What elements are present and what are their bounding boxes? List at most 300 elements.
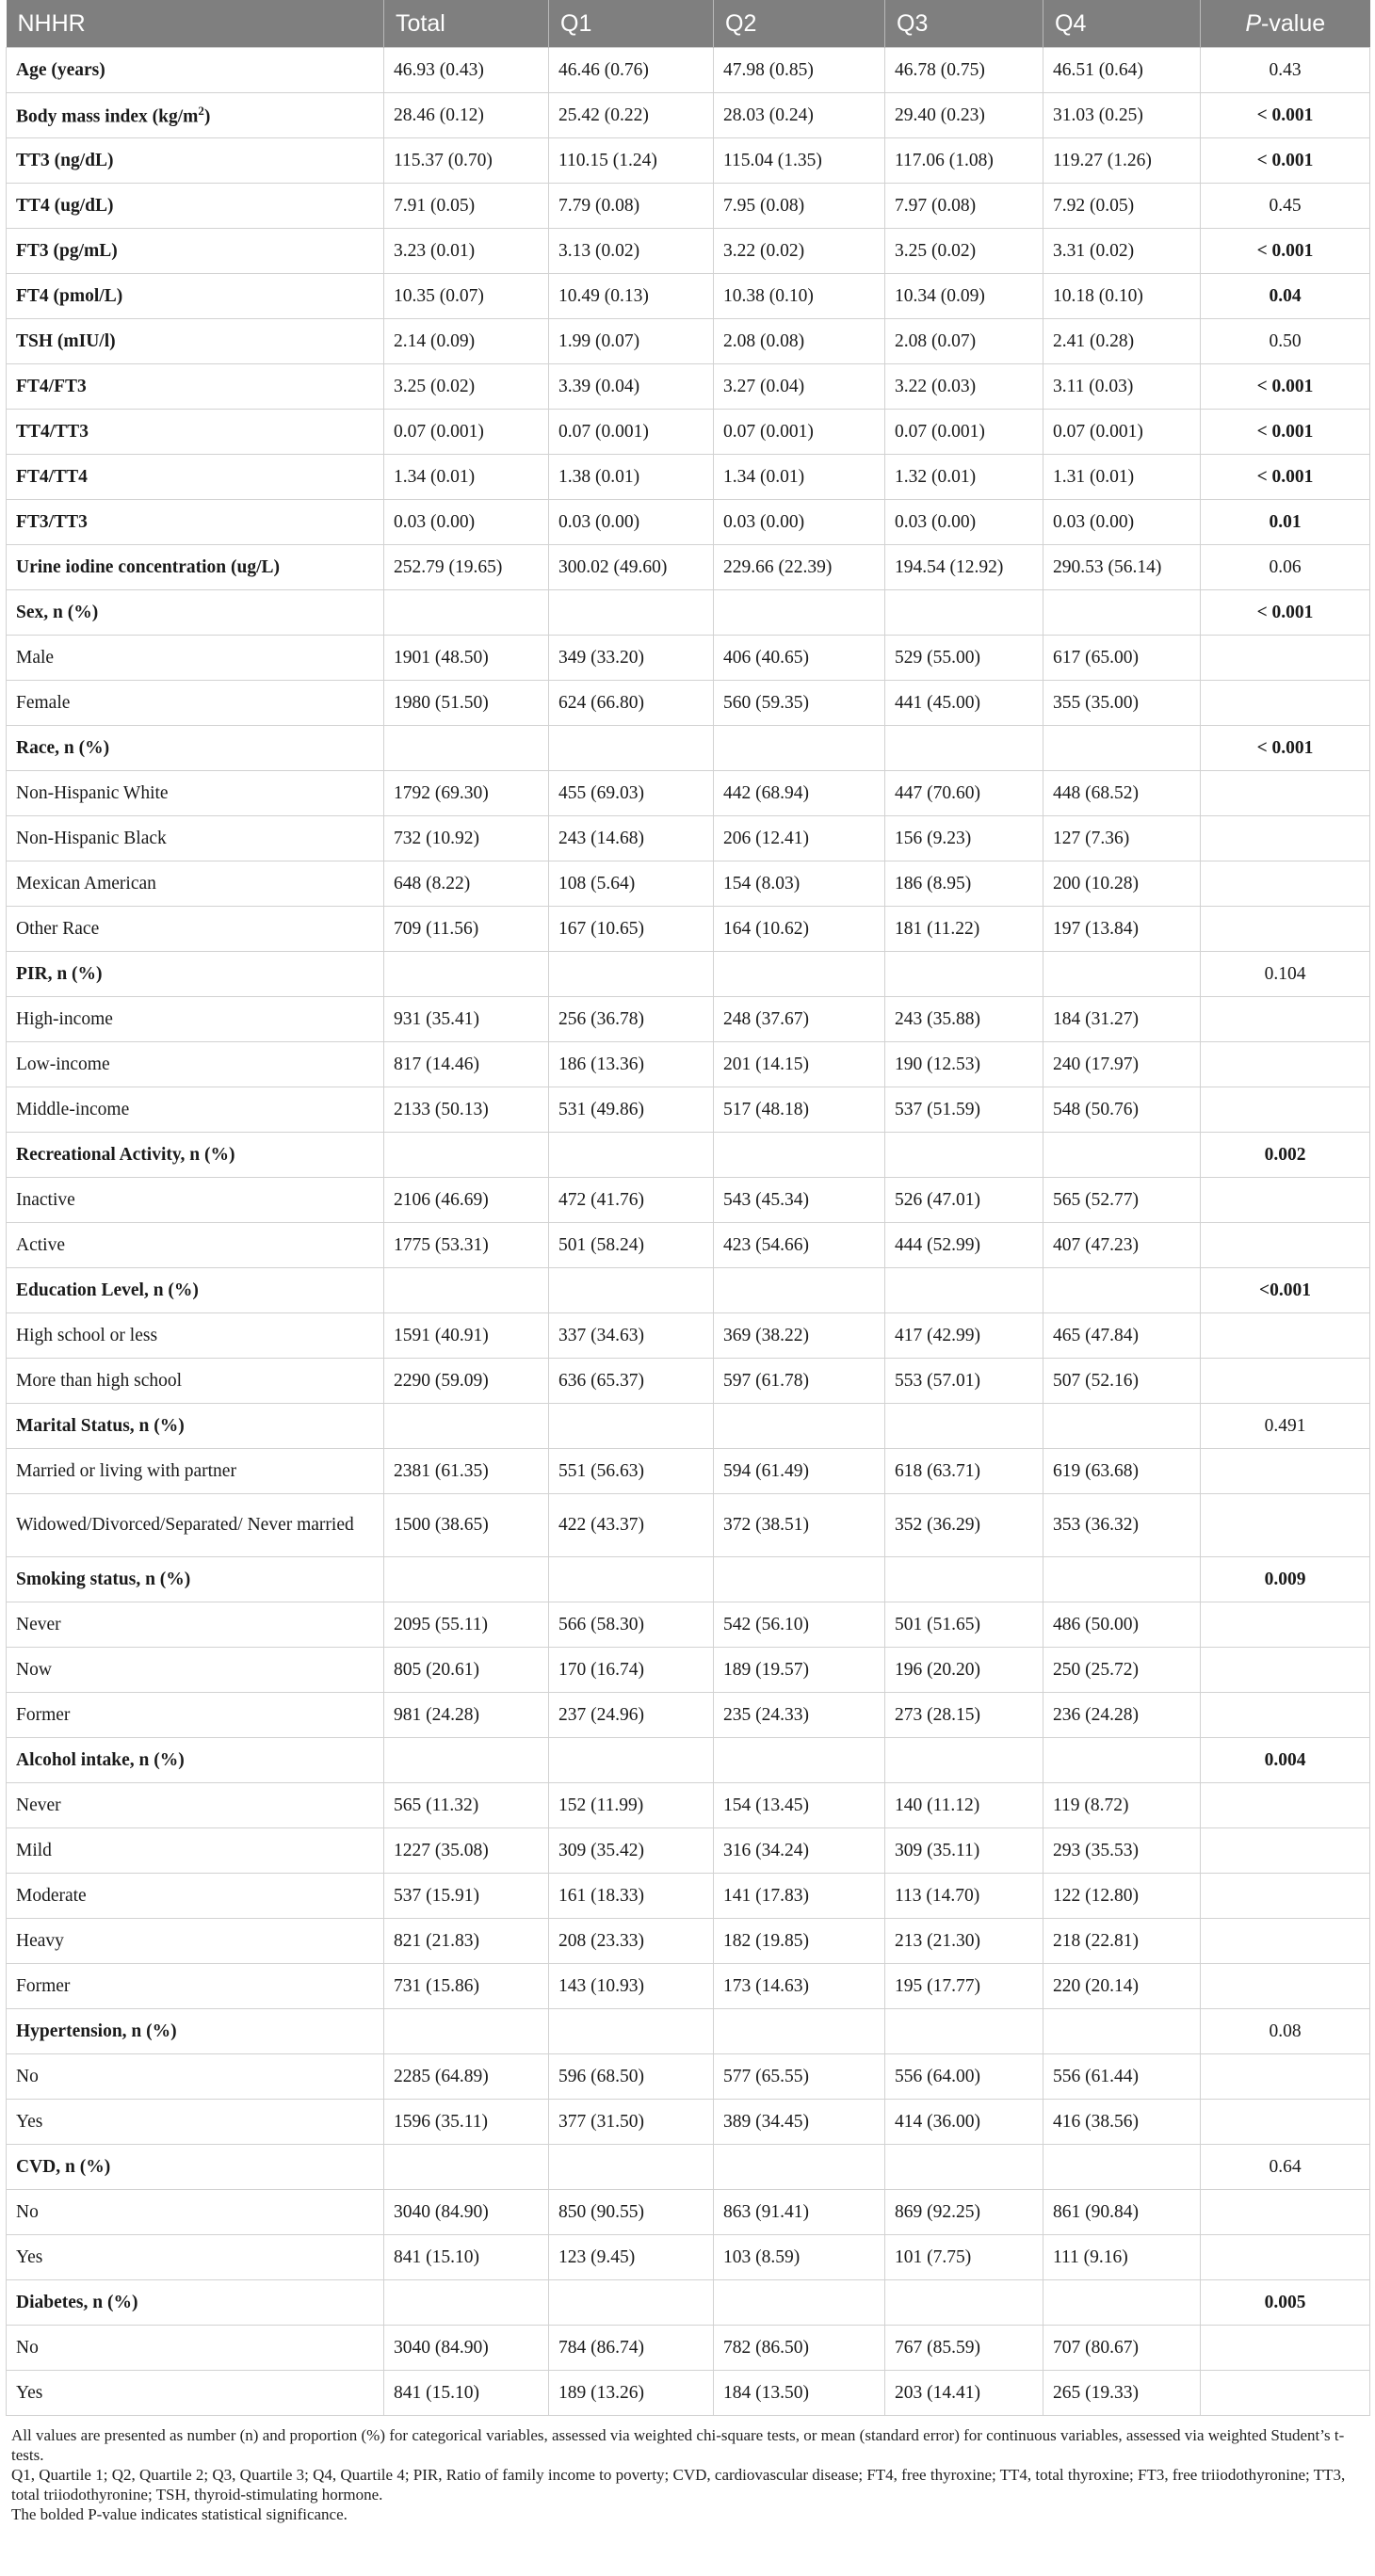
table-row: [7, 2190, 1370, 2235]
cell-p-value: [1201, 816, 1370, 861]
cell-q3: 0.07 (0.001): [885, 410, 1043, 455]
cell-q2: 229.66 (22.39): [714, 545, 885, 590]
cell-q2: 577 (65.55): [714, 2054, 885, 2100]
row-label: [7, 1602, 384, 1648]
cell-p-value: [1201, 1223, 1370, 1268]
cell-total: 3040 (84.90): [384, 2190, 549, 2235]
cell-q1: 0.07 (0.001): [549, 410, 714, 455]
row-label-text: Marital Status, n (%): [16, 1415, 185, 1436]
table-row: [7, 93, 1370, 138]
cell-q3: [885, 952, 1043, 997]
cell-q2: 543 (45.34): [714, 1178, 885, 1223]
cell-q1: 3.13 (0.02): [549, 229, 714, 274]
table-row: [7, 1223, 1370, 1268]
row-label-text: Never: [16, 1614, 61, 1634]
cell-q4: 3.31 (0.02): [1043, 229, 1201, 274]
cell-p-value: [1201, 2235, 1370, 2280]
cell-p-value: 0.009: [1201, 1557, 1370, 1602]
cell-p-value: < 0.001: [1201, 229, 1370, 274]
cell-q1: [549, 726, 714, 771]
cell-p-value: 0.50: [1201, 319, 1370, 364]
table-row: [7, 1557, 1370, 1602]
cell-p-value: 0.104: [1201, 952, 1370, 997]
table-row: [7, 1919, 1370, 1964]
cell-q4: 1.31 (0.01): [1043, 455, 1201, 500]
cell-q3: 194.54 (12.92): [885, 545, 1043, 590]
header-p-italic: P: [1245, 9, 1262, 37]
cell-q4: 7.92 (0.05): [1043, 184, 1201, 229]
cell-q2: 406 (40.65): [714, 636, 885, 681]
cell-q3: 537 (51.59): [885, 1087, 1043, 1133]
cell-p-value: 0.45: [1201, 184, 1370, 229]
cell-q4: [1043, 1738, 1201, 1783]
cell-total: 537 (15.91): [384, 1874, 549, 1919]
row-label-text: Never: [16, 1795, 61, 1815]
header-q4: Q4: [1043, 0, 1201, 48]
cell-p-value: [1201, 1874, 1370, 1919]
cell-q3: 46.78 (0.75): [885, 48, 1043, 93]
cell-q1: [549, 590, 714, 636]
cell-q4: 556 (61.44): [1043, 2054, 1201, 2100]
cell-p-value: [1201, 2100, 1370, 2145]
cell-q4: 290.53 (56.14): [1043, 545, 1201, 590]
row-label-text: Education Level, n (%): [16, 1280, 199, 1300]
cell-q1: 1.38 (0.01): [549, 455, 714, 500]
row-label-text: Yes: [16, 2111, 43, 2132]
row-label-text: FT3 (pg/mL): [16, 240, 118, 261]
cell-q2: 235 (24.33): [714, 1693, 885, 1738]
cell-q1: 256 (36.78): [549, 997, 714, 1042]
cell-q1: 0.03 (0.00): [549, 500, 714, 545]
cell-p-value: [1201, 861, 1370, 907]
row-label: [7, 997, 384, 1042]
row-label: [7, 184, 384, 229]
cell-total: 252.79 (19.65): [384, 545, 549, 590]
row-label-superscript: 2: [198, 103, 204, 118]
row-label-text: No: [16, 2066, 39, 2086]
cell-q4: 218 (22.81): [1043, 1919, 1201, 1964]
cell-q4: 353 (36.32): [1043, 1494, 1201, 1557]
cell-p-value: 0.08: [1201, 2009, 1370, 2054]
cell-q1: 624 (66.80): [549, 681, 714, 726]
cell-q3: 618 (63.71): [885, 1449, 1043, 1494]
cell-q3: 0.03 (0.00): [885, 500, 1043, 545]
cell-q2: 372 (38.51): [714, 1494, 885, 1557]
cell-q3: 273 (28.15): [885, 1693, 1043, 1738]
cell-q1: 850 (90.55): [549, 2190, 714, 2235]
cell-q4: 31.03 (0.25): [1043, 93, 1201, 138]
cell-q4: 617 (65.00): [1043, 636, 1201, 681]
cell-q3: 3.22 (0.03): [885, 364, 1043, 410]
table-row: [7, 2100, 1370, 2145]
cell-p-value: [1201, 1828, 1370, 1874]
cell-q3: 2.08 (0.07): [885, 319, 1043, 364]
cell-q1: [549, 1557, 714, 1602]
table-row: [7, 184, 1370, 229]
cell-total: 10.35 (0.07): [384, 274, 549, 319]
cell-p-value: [1201, 1042, 1370, 1087]
header-q1: Q1: [549, 0, 714, 48]
cell-q3: [885, 1404, 1043, 1449]
cell-total: [384, 2280, 549, 2326]
row-label: [7, 2371, 384, 2416]
cell-q1: 455 (69.03): [549, 771, 714, 816]
cell-q4: 861 (90.84): [1043, 2190, 1201, 2235]
cell-q3: 10.34 (0.09): [885, 274, 1043, 319]
cell-q3: [885, 1557, 1043, 1602]
cell-p-value: 0.43: [1201, 48, 1370, 93]
cell-p-value: [1201, 1693, 1370, 1738]
cell-q1: 551 (56.63): [549, 1449, 714, 1494]
header-row: [7, 0, 1370, 48]
table-row: [7, 455, 1370, 500]
cell-q2: 3.27 (0.04): [714, 364, 885, 410]
cell-q4: 2.41 (0.28): [1043, 319, 1201, 364]
row-label-suffix: ): [203, 106, 211, 127]
cell-p-value: [1201, 1449, 1370, 1494]
cell-total: [384, 590, 549, 636]
table-row: [7, 48, 1370, 93]
cell-q2: 782 (86.50): [714, 2326, 885, 2371]
cell-q1: 108 (5.64): [549, 861, 714, 907]
cell-q4: [1043, 1557, 1201, 1602]
cell-q3: 501 (51.65): [885, 1602, 1043, 1648]
row-label: [7, 1359, 384, 1404]
cell-q1: 25.42 (0.22): [549, 93, 714, 138]
cell-q2: 248 (37.67): [714, 997, 885, 1042]
table-row: [7, 319, 1370, 364]
cell-total: 2290 (59.09): [384, 1359, 549, 1404]
row-label: [7, 2145, 384, 2190]
cell-p-value: [1201, 2371, 1370, 2416]
table-body: [7, 48, 1370, 2416]
row-label: [7, 1449, 384, 1494]
cell-q2: 863 (91.41): [714, 2190, 885, 2235]
cell-q2: [714, 2145, 885, 2190]
cell-q4: 3.11 (0.03): [1043, 364, 1201, 410]
cell-q1: 349 (33.20): [549, 636, 714, 681]
cell-q2: 316 (34.24): [714, 1828, 885, 1874]
row-label: [7, 410, 384, 455]
cell-q3: 181 (11.22): [885, 907, 1043, 952]
row-label-text: Body mass index (kg/m: [16, 106, 199, 127]
cell-q2: 542 (56.10): [714, 1602, 885, 1648]
cell-total: 817 (14.46): [384, 1042, 549, 1087]
row-label: [7, 907, 384, 952]
cell-q1: 143 (10.93): [549, 1964, 714, 2009]
row-label: [7, 1783, 384, 1828]
row-label: [7, 1828, 384, 1874]
table-row: [7, 364, 1370, 410]
row-label-text: Race, n (%): [16, 737, 110, 758]
cell-p-value: <0.001: [1201, 1268, 1370, 1313]
cell-p-value: [1201, 1602, 1370, 1648]
cell-q1: 152 (11.99): [549, 1783, 714, 1828]
row-label: [7, 1042, 384, 1087]
cell-p-value: [1201, 2326, 1370, 2371]
cell-q4: [1043, 2280, 1201, 2326]
cell-q3: 767 (85.59): [885, 2326, 1043, 2371]
cell-total: [384, 952, 549, 997]
cell-q2: 141 (17.83): [714, 1874, 885, 1919]
cell-q3: 441 (45.00): [885, 681, 1043, 726]
cell-p-value: < 0.001: [1201, 590, 1370, 636]
header-q2: Q2: [714, 0, 885, 48]
row-label: [7, 1964, 384, 2009]
cell-q3: 529 (55.00): [885, 636, 1043, 681]
cell-p-value: 0.04: [1201, 274, 1370, 319]
row-label-text: Non-Hispanic Black: [16, 828, 167, 848]
row-label: [7, 545, 384, 590]
cell-q4: 416 (38.56): [1043, 2100, 1201, 2145]
table-row: [7, 2280, 1370, 2326]
cell-p-value: [1201, 1359, 1370, 1404]
row-label-text: Diabetes, n (%): [16, 2292, 138, 2312]
cell-q1: [549, 2009, 714, 2054]
header-p-suffix: -value: [1261, 9, 1326, 37]
cell-q3: 7.97 (0.08): [885, 184, 1043, 229]
cell-total: 0.07 (0.001): [384, 410, 549, 455]
cell-q3: 1.32 (0.01): [885, 455, 1043, 500]
cell-q1: [549, 2145, 714, 2190]
header-total: Total: [384, 0, 549, 48]
cell-q4: 127 (7.36): [1043, 816, 1201, 861]
row-label: [7, 500, 384, 545]
cell-total: [384, 726, 549, 771]
cell-total: 2106 (46.69): [384, 1178, 549, 1223]
cell-q2: 201 (14.15): [714, 1042, 885, 1087]
table-row: [7, 636, 1370, 681]
row-label-text: TT4/TT3: [16, 421, 89, 442]
cell-total: 1775 (53.31): [384, 1223, 549, 1268]
cell-q1: 7.79 (0.08): [549, 184, 714, 229]
cell-q1: 377 (31.50): [549, 2100, 714, 2145]
row-label-text: FT4/TT4: [16, 466, 88, 487]
row-label: [7, 274, 384, 319]
cell-q1: 189 (13.26): [549, 2371, 714, 2416]
cell-total: 7.91 (0.05): [384, 184, 549, 229]
row-label: [7, 1557, 384, 1602]
cell-p-value: < 0.001: [1201, 138, 1370, 184]
cell-q2: 517 (48.18): [714, 1087, 885, 1133]
cell-p-value: [1201, 636, 1370, 681]
cell-p-value: [1201, 2054, 1370, 2100]
row-label-text: Heavy: [16, 1930, 64, 1951]
cell-q1: 186 (13.36): [549, 1042, 714, 1087]
cell-q3: [885, 726, 1043, 771]
cell-p-value: < 0.001: [1201, 455, 1370, 500]
cell-q4: [1043, 726, 1201, 771]
row-label-text: Yes: [16, 2246, 43, 2267]
row-label-text: PIR, n (%): [16, 963, 103, 984]
cell-q2: 0.03 (0.00): [714, 500, 885, 545]
table-row: [7, 2054, 1370, 2100]
cell-q1: 123 (9.45): [549, 2235, 714, 2280]
table-row: [7, 1449, 1370, 1494]
row-label-text: More than high school: [16, 1370, 183, 1391]
row-label-text: Middle-income: [16, 1099, 130, 1119]
cell-q3: 447 (70.60): [885, 771, 1043, 816]
footnote-methods: All values are presented as number (n) and proportion (%) for categorical variables, assessed via weighted chi-square tests, or mean (standard error) for continuous variables, assessed via weighted Student’s t-tests.: [11, 2426, 1345, 2464]
row-label-text: Hypertension, n (%): [16, 2021, 177, 2041]
table-row: [7, 2326, 1370, 2371]
row-label-text: Low-income: [16, 1054, 110, 1074]
row-label: [7, 2190, 384, 2235]
row-label: [7, 2280, 384, 2326]
table-footnotes: [6, 2416, 1375, 2524]
row-label: [7, 93, 384, 138]
table-row: [7, 726, 1370, 771]
cell-q4: 407 (47.23): [1043, 1223, 1201, 1268]
cell-q2: 3.22 (0.02): [714, 229, 885, 274]
cell-q4: 240 (17.97): [1043, 1042, 1201, 1087]
cell-q4: 265 (19.33): [1043, 2371, 1201, 2416]
row-label-text: Former: [16, 1704, 71, 1725]
row-label: [7, 1919, 384, 1964]
table-row: [7, 1359, 1370, 1404]
row-label-text: FT4 (pmol/L): [16, 285, 123, 306]
header-p-value: [1201, 0, 1370, 48]
cell-q2: 423 (54.66): [714, 1223, 885, 1268]
cell-total: 115.37 (0.70): [384, 138, 549, 184]
table-row: [7, 1602, 1370, 1648]
cell-q2: 154 (13.45): [714, 1783, 885, 1828]
row-label: [7, 1648, 384, 1693]
row-label-text: Inactive: [16, 1189, 75, 1210]
cell-total: 3.23 (0.01): [384, 229, 549, 274]
cell-q1: 472 (41.76): [549, 1178, 714, 1223]
cell-total: 732 (10.92): [384, 816, 549, 861]
table-row: [7, 1648, 1370, 1693]
row-label: [7, 364, 384, 410]
cell-total: 841 (15.10): [384, 2371, 549, 2416]
cell-total: 1591 (40.91): [384, 1313, 549, 1359]
table-row: [7, 274, 1370, 319]
cell-total: [384, 1268, 549, 1313]
cell-q3: [885, 2145, 1043, 2190]
cell-p-value: [1201, 997, 1370, 1042]
cell-q3: 203 (14.41): [885, 2371, 1043, 2416]
cell-q3: 101 (7.75): [885, 2235, 1043, 2280]
row-label: [7, 1313, 384, 1359]
row-label-text: Married or living with partner: [16, 1460, 236, 1481]
table-row: [7, 1268, 1370, 1313]
cell-q3: 156 (9.23): [885, 816, 1043, 861]
row-label: [7, 681, 384, 726]
cell-total: [384, 1133, 549, 1178]
cell-p-value: [1201, 1494, 1370, 1557]
cell-total: 2133 (50.13): [384, 1087, 549, 1133]
cell-q2: 560 (59.35): [714, 681, 885, 726]
cell-q2: 389 (34.45): [714, 2100, 885, 2145]
row-label: [7, 1693, 384, 1738]
row-label-text: Non-Hispanic White: [16, 782, 169, 803]
cell-total: 2095 (55.11): [384, 1602, 549, 1648]
cell-q1: 636 (65.37): [549, 1359, 714, 1404]
cell-q3: 3.25 (0.02): [885, 229, 1043, 274]
cell-q1: [549, 952, 714, 997]
cell-total: 2.14 (0.09): [384, 319, 549, 364]
table-row: [7, 1738, 1370, 1783]
row-label: [7, 2235, 384, 2280]
row-label: [7, 2009, 384, 2054]
row-label-text: Yes: [16, 2382, 43, 2403]
cell-p-value: < 0.001: [1201, 93, 1370, 138]
cell-p-value: < 0.001: [1201, 364, 1370, 410]
cell-q4: 0.07 (0.001): [1043, 410, 1201, 455]
header-q3: Q3: [885, 0, 1043, 48]
cell-q3: 414 (36.00): [885, 2100, 1043, 2145]
cell-q1: 167 (10.65): [549, 907, 714, 952]
cell-total: 3.25 (0.02): [384, 364, 549, 410]
table-row: [7, 1874, 1370, 1919]
cell-q4: 565 (52.77): [1043, 1178, 1201, 1223]
cell-q3: 526 (47.01): [885, 1178, 1043, 1223]
row-label: [7, 48, 384, 93]
cell-total: 648 (8.22): [384, 861, 549, 907]
cell-q1: 596 (68.50): [549, 2054, 714, 2100]
cell-total: 1901 (48.50): [384, 636, 549, 681]
table-row: [7, 1964, 1370, 2009]
cell-q2: [714, 590, 885, 636]
cell-p-value: 0.005: [1201, 2280, 1370, 2326]
cell-q3: [885, 1268, 1043, 1313]
cell-q3: [885, 1738, 1043, 1783]
cell-q4: 111 (9.16): [1043, 2235, 1201, 2280]
cell-q4: 355 (35.00): [1043, 681, 1201, 726]
cell-q2: [714, 1738, 885, 1783]
row-label: [7, 1178, 384, 1223]
cell-q1: 3.39 (0.04): [549, 364, 714, 410]
row-label-text: Urine iodine concentration (ug/L): [16, 556, 281, 577]
row-label-text: TSH (mIU/l): [16, 330, 116, 351]
cell-q3: [885, 1133, 1043, 1178]
cell-q4: 184 (31.27): [1043, 997, 1201, 1042]
cell-q2: [714, 1557, 885, 1602]
row-label-text: Recreational Activity, n (%): [16, 1144, 235, 1165]
row-label: [7, 952, 384, 997]
cell-p-value: 0.06: [1201, 545, 1370, 590]
cell-q2: 594 (61.49): [714, 1449, 885, 1494]
table-row: [7, 410, 1370, 455]
cell-q4: 197 (13.84): [1043, 907, 1201, 952]
cell-total: [384, 2145, 549, 2190]
characteristics-table: [6, 0, 1370, 2416]
cell-q4: [1043, 1133, 1201, 1178]
row-label: [7, 861, 384, 907]
cell-p-value: 0.64: [1201, 2145, 1370, 2190]
cell-q4: 507 (52.16): [1043, 1359, 1201, 1404]
cell-q4: 293 (35.53): [1043, 1828, 1201, 1874]
cell-total: 841 (15.10): [384, 2235, 549, 2280]
cell-q3: [885, 590, 1043, 636]
cell-total: 709 (11.56): [384, 907, 549, 952]
cell-total: 1500 (38.65): [384, 1494, 549, 1557]
row-label-text: Moderate: [16, 1885, 87, 1906]
cell-total: 821 (21.83): [384, 1919, 549, 1964]
table-row: [7, 138, 1370, 184]
row-label: [7, 455, 384, 500]
cell-q4: 465 (47.84): [1043, 1313, 1201, 1359]
row-label: [7, 1223, 384, 1268]
cell-q1: 10.49 (0.13): [549, 274, 714, 319]
cell-q4: 220 (20.14): [1043, 1964, 1201, 2009]
footnote-significance: The bolded P-value indicates statistical significance.: [11, 2505, 348, 2523]
row-label: [7, 2100, 384, 2145]
cell-q1: [549, 1133, 714, 1178]
cell-p-value: [1201, 1964, 1370, 2009]
cell-q1: 237 (24.96): [549, 1693, 714, 1738]
